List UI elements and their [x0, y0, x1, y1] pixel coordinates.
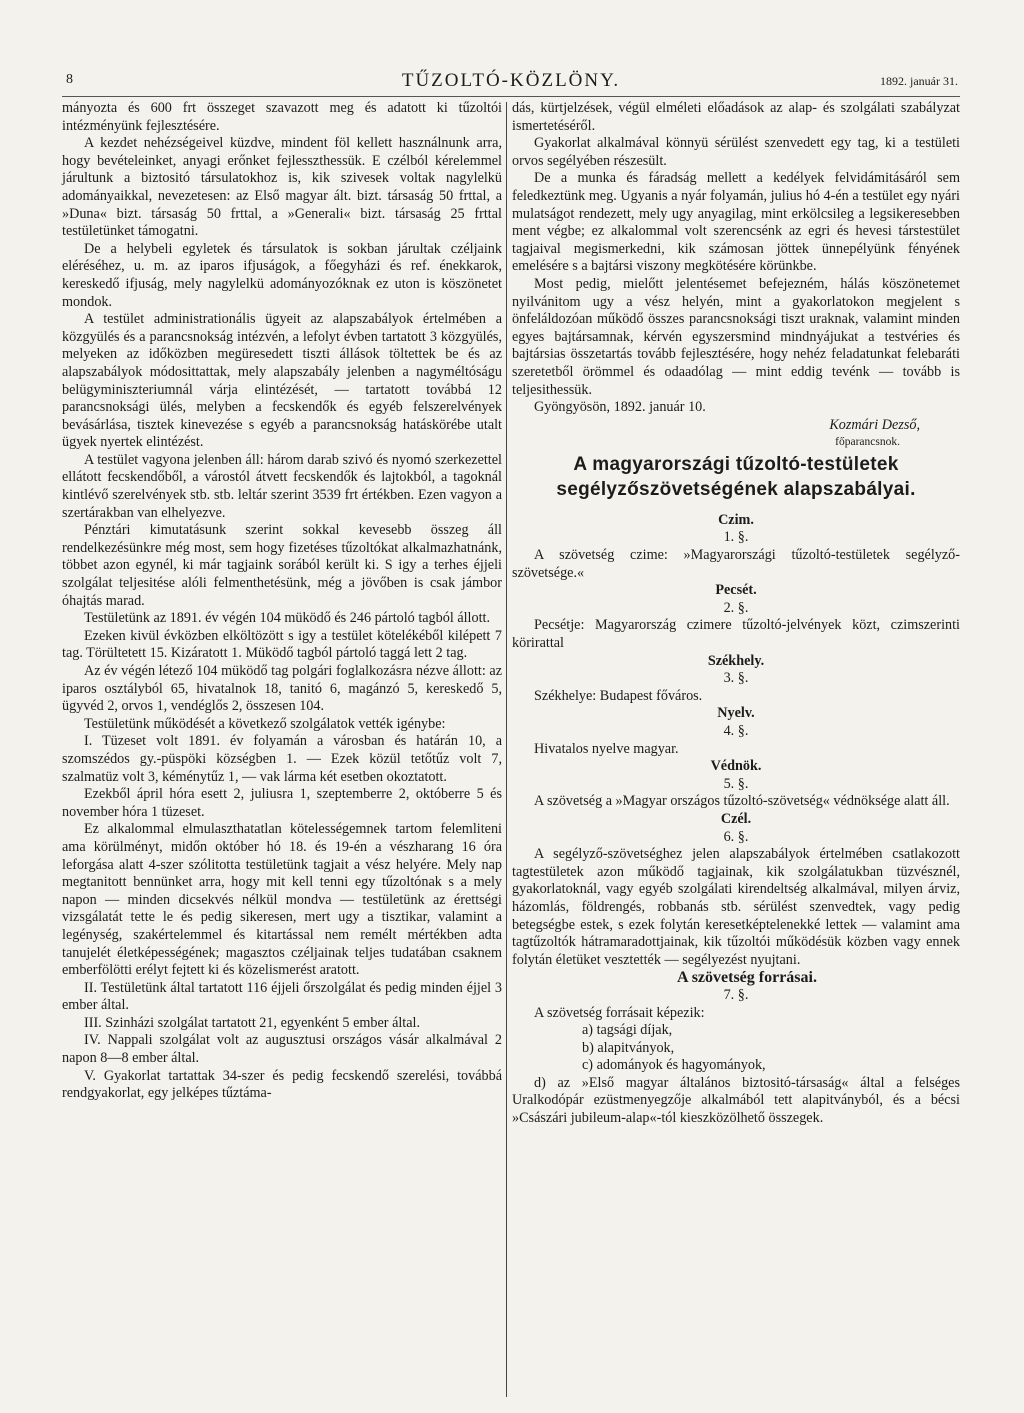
statute-heading: Székhely. — [707, 652, 765, 669]
paragraph-number: 2. §. — [723, 599, 749, 616]
paragraph: Az év végén létező 104 müködő tag polgári foglalkozásra nézve állott: az iparos osztályból 65, hivatalnok 18, tanitó 6, magánzó 5, kereskedő 5, ügyvéd 2, orvos 1, vendéglős 2, összesen 104. — [62, 663, 502, 715]
statute-text: A segélyző-szövetséghez jelen alapszabályok értelmében csatlakozott tagtestületek azon működő tagjainak, kik szolgálatukban tüzvésznél, gyakorlatoknál, vagy egyéb szolgálati kirendeltség alkalmával, milyen árviz, házomlás, földrengés, robbanás stb. sérülést szenvedtek, vagy pedig betegségbe estek, s ezek folytán keresetképtelenekké lettek — valamint ama tagtűzoltók hátramaradottjainak, kik tűzoltói működésük közben vagy ennek folytán életüket vesztették — segélyezést nyujtani. — [512, 846, 960, 968]
statute-text: A szövetség a »Magyar országos tűzoltó-szövetség« védnöksége alatt áll. — [534, 793, 950, 810]
signature-title: főparancsnok. — [835, 436, 900, 449]
paragraph: Gyakorlat alkalmával könnyü sérülést szenvedett egy tag, ki a testületi orvos segélyében részesült. — [512, 135, 960, 169]
statute-heading: Czél. — [720, 810, 752, 827]
paragraph: Pénztári kimutatásunk szerint sokkal kevesebb összeg áll rendelkezésünkre még most, sem hogy fizetéses tűzoltókat alkalmazhatnánk, többet azon egynél, ki már tagjaink sorából került ki. S igy a terhes éjjeli szolgálat teljesitése alóli felmenthetésünk, még a jövőben is csak jámbor óhajtás marad. — [62, 522, 502, 609]
funds-list-item: b) alapitványok, — [582, 1039, 675, 1056]
paragraph: Ezekből ápril hóra esett 2, juliusra 1, szeptemberre 2, októberre 5 és november hóra 1 tüzeset. — [62, 786, 502, 820]
issue-date: 1892. január 31. — [880, 74, 958, 88]
paragraph: Testületünk működését a következő szolgálatok vették igénybe: — [84, 715, 446, 732]
signature-place: Gyöngyösön, 1892. január 10. — [534, 399, 706, 416]
left-column — [62, 100, 502, 1103]
section-title: A magyarországi tűzoltó-testületek segélyzőszövetségének alapszabályai. — [556, 453, 916, 500]
statute-text: Hivatalos nyelve magyar. — [534, 740, 679, 757]
page-header — [62, 70, 960, 97]
paragraph: A kezdet nehézségeivel küzdve, mindent föl kellett használnunk arra, hogy bevételeinket, anyagi erőnket fejlesszthessük. E czélból kérelemmel járultunk a biztositó társulatokhoz is, kik szivesek voltak nagylelkü adományaikkal, nevezetesen: az Első magyar ált. bizt. társaság 50 frttal, a »Duna« bizt. társaság 50 frttal, a »Generali« bizt. társaság 25 frttal testületünket támogatni. — [62, 135, 502, 240]
statute-text: Pecsétje: Magyarország czimere tűzoltó-jelvények közt, czimszerinti körirattal — [512, 617, 960, 652]
funds-list-item: d) az »Első magyar általános biztositó-társaság« által a felséges Uralkodópár ezüstmenyegzője alkalmából tett alapitványból, és a bécsi »Császári jubileum-alap«-tól kieszközölhető összegek. — [512, 1074, 960, 1127]
statute-text: Székhelye: Budapest főváros. — [534, 687, 703, 704]
paragraph-number: 3. §. — [723, 670, 749, 687]
statute-heading: Czim. — [718, 511, 754, 528]
right-column — [512, 100, 960, 1128]
paragraph: De a munka és fáradság mellett a kedélyek felvidámitásáról sem feledkeztünk meg. Ugyanis a nyár folyamán, julius hó 4-én a testület egy nyári mulatságot rendezett, mely ugy anyagilag, mint erkölcsileg a legsikeresebben ment végbe; ez alkalommal volt szerencsénk az egri és hevesi társtestület tagjaival megismerkedni, kik számosan jöttek ünnepélyünk fényének emelésére s a bajtársi viszony megkötésére körünkbe. — [512, 170, 960, 275]
paragraph-number: 6. §. — [723, 828, 749, 845]
paragraph: dás, kürtjelzések, végül elméleti előadások az alap- és szolgálati szabályzat ismertetéséről. — [512, 100, 960, 134]
paragraph: A testület administrationális ügyeit az alapszabályok értelmében a közgyülés és a parancsnokság intézvén, a lefolyt évben tartatott 3 közgyülés, melyeken az időközben megüresedett tiszti állások töltettek be és az alapszabályok módosittattak, mely alapszabály jelenben a nagyméltóságu belügyminiszteriumnál várja elintézését, — tartatott továbbá 12 parancsnoksági ülés, melyben a fecskendők és egyéb felszerelvények bevásárlása, tisztek kinevezése s egyéb a parancsnokság hatáskörébe utalt ügyek nyertek elintézést. — [62, 311, 502, 451]
paragraph: mányozta és 600 frt összeget szavazott meg és adatott ki tűzoltói intézményünk fejlesztésére. — [62, 100, 502, 134]
statute-text: A szövetség czime: »Magyarországi tűzoltó-testületek segélyző-szövetsége.« — [512, 547, 960, 581]
statute-heading: Védnök. — [710, 758, 762, 775]
funds-heading: A szövetség forrásai. — [677, 969, 817, 987]
paragraph-number: 4. §. — [723, 723, 749, 739]
paragraph: De a helybeli egyletek és társulatok is sokban járultak czéljaink eléréséhez, u. m. az iparos ifjuságok, a főegyházi és ref. énekkarok, kereskedő ifjuság, mely nagylelkü adományozóknak ez uton is köszönetet mondok. — [62, 240, 502, 310]
funds-list-item: c) adományok és hagyományok, — [582, 1057, 766, 1074]
funds-intro: A szövetség forrásait képezik: — [534, 1004, 705, 1021]
paragraph: III. Szinházi szolgálat tartatott 21, egyenként 5 ember által. — [84, 1014, 421, 1031]
signature-name: Kozmári Dezső, — [829, 416, 920, 433]
paragraph: I. Tüzeset volt 1891. év folyamán a városban és határán 10, a szomszédos gy.-püspöki községben 1. — Ezek közül tetőtűz volt 7, szalmatüz volt 3, kéménytűz 1, — vak lárma két esetben okoztatott. — [62, 733, 502, 785]
paragraph: Ezeken kivül évközben elköltözött s igy a testület kötelékéből kilépett 7 tag. Törültetett 15. Kizáratott 1. Müködő tagból pártoló taggá lett 2 tag. — [62, 627, 502, 662]
funds-list-item: a) tagsági díjak, — [582, 1022, 673, 1039]
column-divider — [506, 102, 507, 1397]
paragraph-number: 5. §. — [723, 775, 749, 792]
paragraph: II. Testületünk által tartatott 116 éjjeli őrszolgálat és pedig minden éjjel 3 ember által. — [62, 979, 502, 1014]
page-number: 8 — [66, 72, 73, 87]
paragraph: A testület vagyona jelenben áll: három darab szivó és nyomó szerkezettel ellátott fecskendőből, a várostól átvett fecskendők és lajtokból, a tagoknál kintlévő szerelvények stb. stb. leltár szerint 3539 frt értékben. Ezen vagyon a szertárakban van elhelyezve. — [62, 451, 502, 521]
paragraph-number: 7. §. — [723, 986, 749, 1003]
statute-heading: Nyelv. — [717, 705, 755, 722]
statute-heading: Pecsét. — [715, 582, 757, 599]
paragraph: Testületünk az 1891. év végén 104 müködő és 246 pártoló tagból állott. — [84, 610, 491, 627]
paragraph: Ez alkalommal elmulaszthatatlan kötelességemnek tartom felemliteni ama körülményt, midőn október hó 18. és 19-én a vészharang 16 óra leforgása alatt 4-szer szólitotta testületünk tagjait a vész helyére. Mely nap megtanitott bennünket arra, hogy mit kell tenni egy tűzoltónak s a mely napon — minden dicsekvés nélkül mondva — testületünk az érettségi vizsgálatát tette le és pedig sikeresen, mert ugy a tisztikar, valamint a legénység, szakértelemmel és kitartással nem remélt mértékben adta tanujelét életképességének; magasztos czéljainak teljes tudatában csaknem emberfölötti erélyt fejtett ki és közelismerést aratott. — [62, 821, 502, 979]
masthead-title: TŰZOLTÓ-KÖZLÖNY. — [401, 70, 621, 91]
paragraph: Most pedig, mielőtt jelentésemet befejezném, hálás köszönetemet nyilvánitom ugy a vész helyén, mint a gyakorlatokon megjelent s önfeláldozóan működő összes parancsnoksági tiszt uraknak, valamint minden egyes bajtársamnak, kérvén egyszersmind mindnyájukat a testvéries és bajtársias összetartás tovább fejlesztésére, hogy nehéz feladatunkat felebaráti szeretetből örömmel és odaadólag — mint eddig tevénk — tovább is teljesithessük. — [512, 275, 960, 398]
paragraph-number: 1. §. — [723, 529, 749, 546]
paragraph: V. Gyakorlat tartattak 34-szer és pedig fecskendő szerelési, továbbá rendgyakorlat, egy jelképes tűztáma- — [62, 1067, 502, 1102]
paragraph: IV. Nappali szolgálat volt az augusztusi országos vásár alkalmával 2 napon 8—8 ember által. — [62, 1032, 502, 1067]
